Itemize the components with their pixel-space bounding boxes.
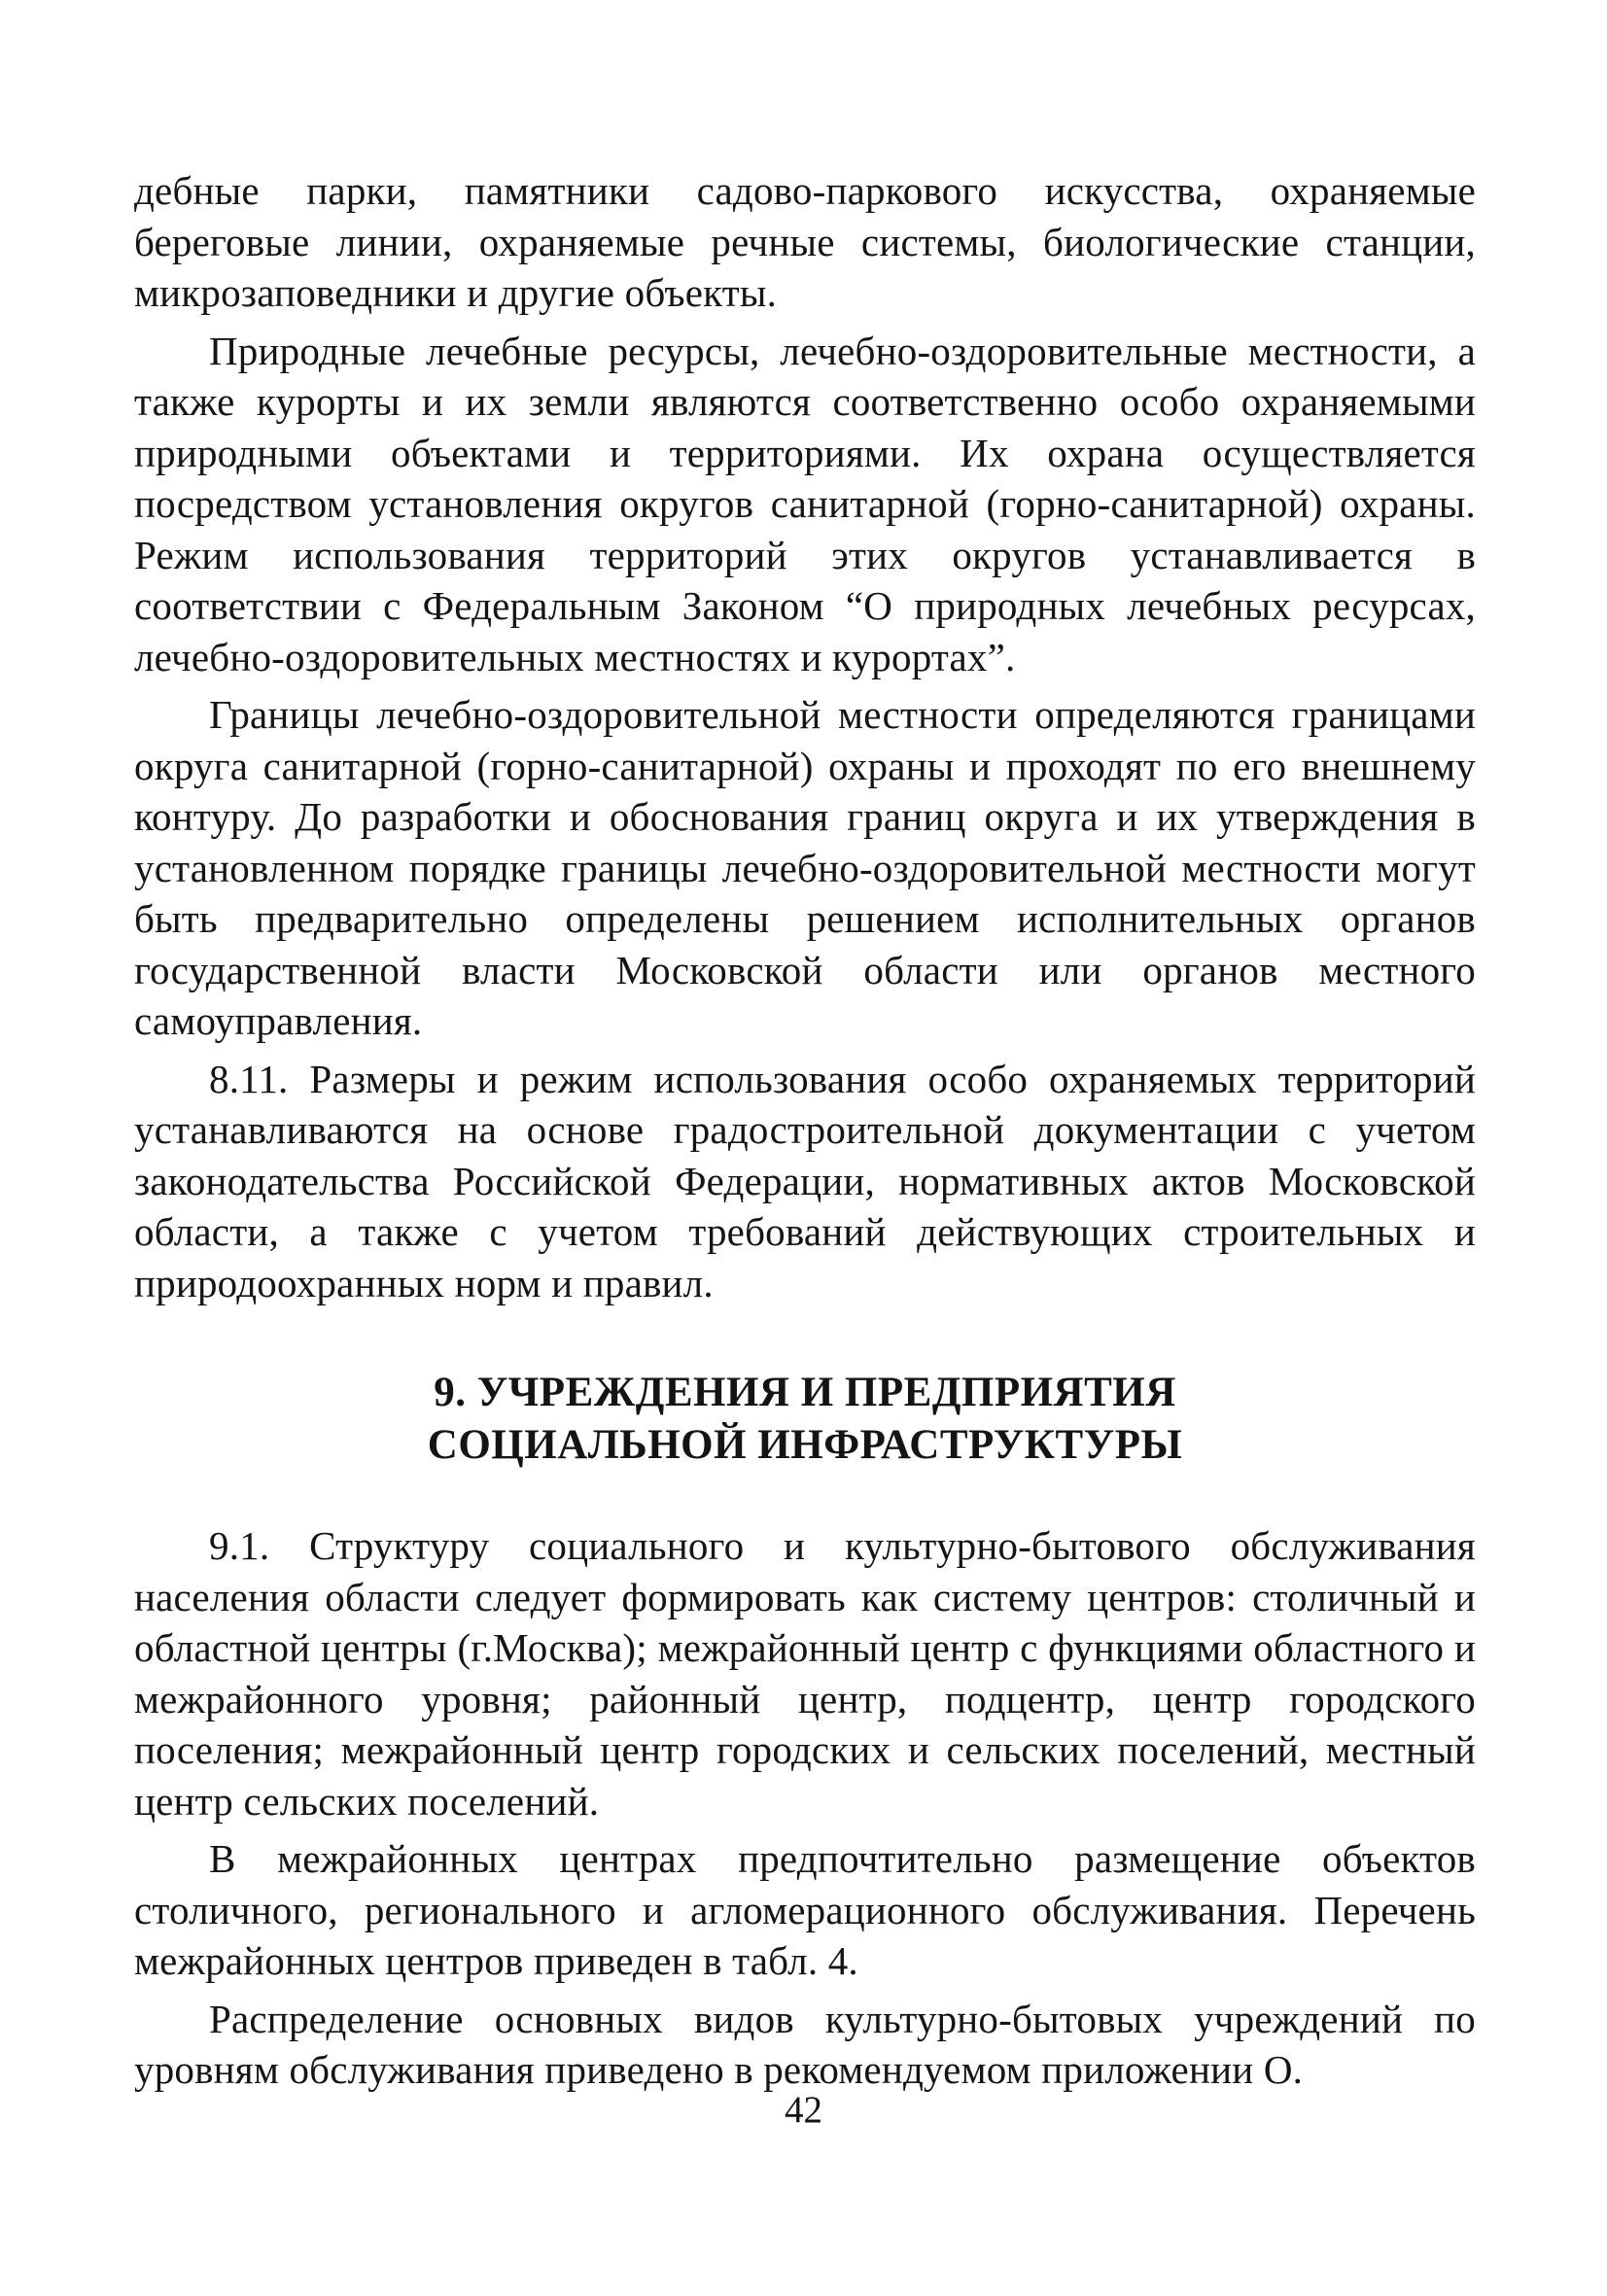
paragraph-interdistrict-centers: В межрайонных центрах предпочтительно размещение объектов столичного, регионального и агломерационного обслуживания. Перечень межрайонных центров приведен в табл. 4. bbox=[134, 1836, 1476, 1983]
paragraph-natural-resources: Природные лечебные ресурсы, лечебно-оздоровительные местности, а также курорты и их земли являются соответственно особо охраняемыми природными объектами и территориями. Их охрана осуществляется посредством установления округов санитарной (горно-санитарной) охраны. Режим использования территорий этих округов устанавливается в соответствии с Федеральным Законом “О природных лечебных ресурсах, лечебно-оздоровительных местностях и курортах”. bbox=[134, 328, 1476, 679]
paragraph-9-1: 9.1. Структуру социального и культурно-бытового обслуживания населения области следует формировать как систему центров: столичный и областной центры (г.Москва); межрайонный центр с функциями областного и межрайонного уровня; районный центр, подцентр, центр городского поселения; межрайонный центр городских и сельских поселений, местный центр сельских поселений. bbox=[134, 1523, 1476, 1824]
paragraph-distribution: Распределение основных видов культурно-бытовых учреждений по уровням обслуживания приведено в рекомендуемом приложении О. bbox=[134, 1996, 1476, 2092]
section-heading bbox=[134, 1367, 1476, 1472]
paragraph-continuation: дебные парки, памятники садово-паркового искусства, охраняемые береговые линии, охраняемые речные системы, биологические станции, микрозаповедники и другие объекты. bbox=[134, 168, 1476, 315]
section-heading-line-2: СОЦИАЛЬНОЙ ИНФРАСТРУКТУРЫ bbox=[427, 1422, 1183, 1468]
paragraph-boundaries: Границы лечебно-оздоровительной местности определяются границами округа санитарной (горно-санитарной) охраны и проходят по его внешнему контуру. До разработки и обоснования границ округа и их утверждения в установленном порядке границы лечебно-оздоровительной местности могут быть предварительно определены решением исполнительных органов государственной власти Московской области или органов местного самоуправления. bbox=[134, 692, 1476, 1043]
section-heading-line-1: 9. УЧРЕЖДЕНИЯ И ПРЕДПРИЯТИЯ bbox=[434, 1370, 1176, 1415]
document-page bbox=[134, 165, 1476, 2096]
paragraph-8-11: 8.11. Размеры и режим использования особо охраняемых территорий устанавливаются на основе градостроительной документации с учетом законодательства Российской Федерации, нормативных актов Московской области, а также с учетом требований действующих строительных и природоохранных норм и правил. bbox=[134, 1056, 1476, 1305]
page-number: 42 bbox=[785, 2089, 822, 2131]
